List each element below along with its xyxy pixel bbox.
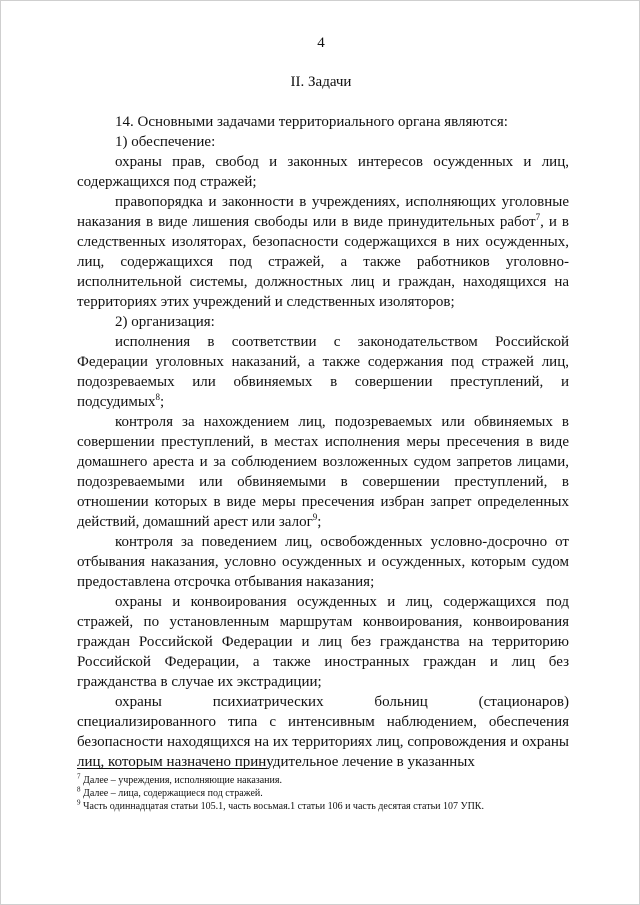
paragraph-execution-of-sentences: исполнения в соответствии с законодательством Российской Федерации уголовных наказаний, а также содержания под стражей лиц, подозреваемых или обвиняемых в совершении преступлений, и подсудимых$^8$; (77, 334, 569, 410)
paragraph-escort-guard: охраны и конвоирования осужденных и лиц, содержащихся под стражей, по установленным маршрутам конвоирования, конвоирования граждан Российской Федерации и лиц без гражданства на территорию Российской Федерации, а также иностранных граждан и лиц без гражданства в случае их экстрадиции; (77, 594, 569, 690)
page-number: 4 (317, 35, 325, 51)
paragraph-parole-control: контроля за поведением лиц, освобожденных условно-досрочно от отбывания наказания, условно осужденных и осужденных, которым судом предоставлена отсрочка отбывания наказания; (77, 534, 569, 590)
footnote-divider (77, 768, 267, 769)
paragraph-house-arrest-control: контроля за нахождением лиц, подозреваемых или обвиняемых в совершении преступлений, в местах исполнения меры пресечения в виде домашнего ареста и за соблюдением возложенных судом запретов лицами, подозреваемыми или обвиняемыми в совершении преступлений, в отношении которых в виде меры пресечения избран запрет определенных действий, домашний арест или залог$^9$; (77, 414, 569, 530)
paragraph-tasks-intro: 14. Основными задачами территориального органа являются: (115, 114, 508, 130)
paragraph-provision-heading: 1) обеспечение: (115, 134, 216, 150)
paragraph-rights-protection: охраны прав, свобод и законных интересов осужденных и лиц, содержащихся под стражей; (77, 154, 569, 190)
paragraph-organization-heading: 2) организация: (115, 314, 215, 330)
paragraph-psychiatric-hospitals: охраны психиатрических больниц (стационаров) специализированного типа с интенсивным наблюдением, обеспечения безопасности находящихся на их территориях лиц, сопровождения и охраны лиц, которым назначено принудительное лечение в указанных (77, 694, 569, 770)
footnote-ref-7: 7 (535, 212, 541, 222)
footnote-7: $^7$ Далее – учреждения, исполняющие наказания. (77, 772, 282, 786)
footnote-ref-8: 8 (155, 392, 160, 402)
body-text (77, 112, 569, 772)
footnotes (77, 774, 569, 813)
footnote-8: $^8$ Далее – лица, содержащиеся под стражей. (77, 785, 263, 799)
footnote-9: $^9$ Часть одиннадцатая статьи 105.1, часть восьмая.1 статьи 106 и часть десятая статьи 107 УПК. (77, 798, 484, 812)
section-title: II. Задачи (290, 74, 352, 90)
paragraph-law-and-order: правопорядка и законности в учреждениях, исполняющих уголовные наказания в виде лишения свободы или в виде принудительных работ$^7$, и в следственных изоляторах, безопасности содержащихся в них осужденных, лиц, содержащихся под стражей, а также работников уголовно-исполнительной системы, должностных лиц и граждан, находящихся на территориях этих учреждений и следственных изоляторов; (77, 194, 569, 310)
footnote-ref-9: 9 (312, 512, 318, 522)
